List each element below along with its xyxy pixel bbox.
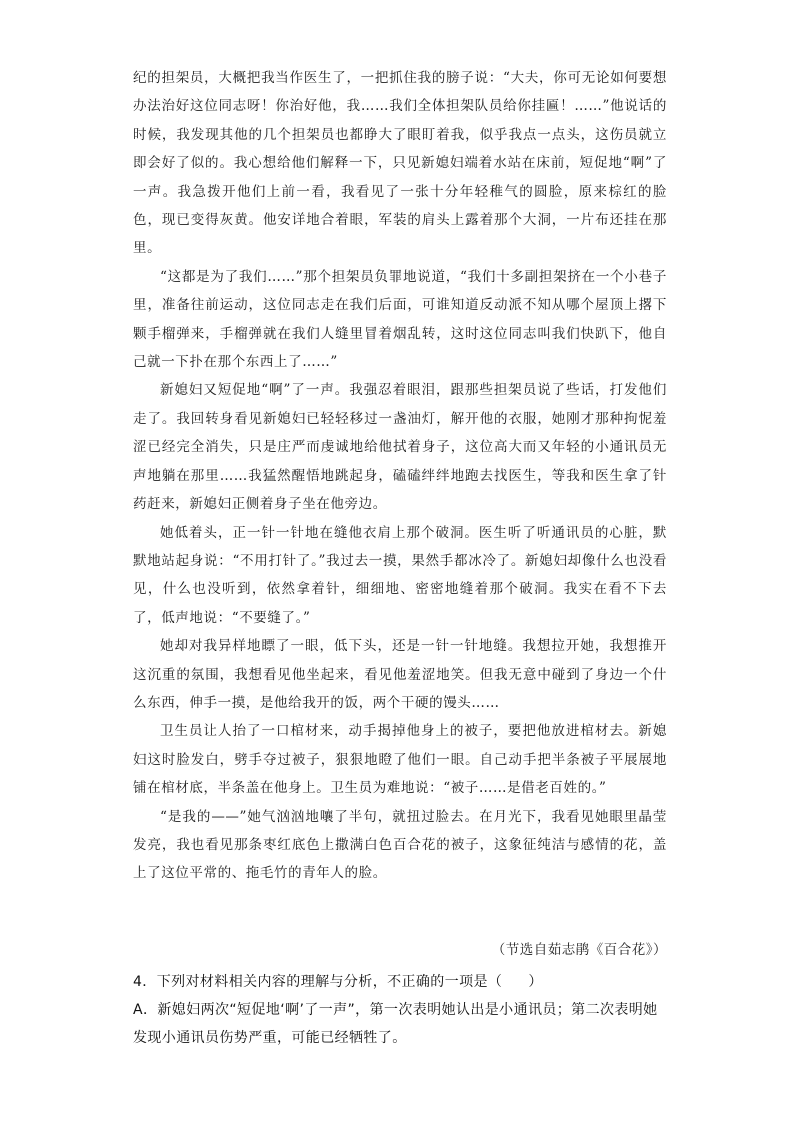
question-stem [133,968,667,996]
question-4 [133,968,667,1052]
paragraph-2: “这都是为了我们……”那个担架员负罪地说道，“我们十多副担架挤在一个小巷子里，准备往前运动，这位同志走在我们后面，可谁知道反动派不知从哪个屋顶上撂下颗手榴弹来，手榴弹就在我们人缝里冒着烟乱转，这时这位同志叫我们快趴下，他自己就一下扑在那个东西上了……” [133,268,667,371]
story-excerpt [133,64,667,888]
paragraph-4: 她低着头，正一针一针地在缝他衣肩上那个破洞。医生听了听通讯员的心脏，默默地站起身说：“不用打针了。”我过去一摸，果然手都冰冷了。新媳妇却像什么也没看见，什么也没听到，依然拿着针，细细地、密密地缝着那个破洞。我实在看不下去了，低声地说：“不要缝了。” [133,524,667,626]
question-stem-close: ） [528,974,543,990]
paragraph-1: 纪的担架员，大概把我当作医生了，一把抓住我的膀子说：“大夫，你可无论如何要想办法治好这位同志呀！你治好他，我……我们全体担架队员给你挂匾！……”他说话的时候，我发现其他的几个担架员也都睁大了眼盯着我，似乎我点一点头，这伤员就立即会好了似的。我心想给他们解释一下，只见新媳妇端着水站在床前，短促地“啊”了一声。我急拨开他们上前一看，我看见了一张十分年轻稚气的圆脸，原来棕红的脸色，现已变得灰黄。他安详地合着眼，军装的肩头上露着那个大洞，一片布还挂在那里。 [133,70,667,257]
paragraph-5: 她却对我异样地瞟了一眼，低下头，还是一针一针地缝。我想拉开她，我想推开这沉重的氛围，我想看见他坐起来，看见他羞涩地笑。但我无意中碰到了身边一个什么东西，伸手一摸，是他给我开的饭，两个干硬的馒头…… [133,638,667,711]
paragraph-7: “是我的——”她气汹汹地嚷了半句，就扭过脸去。在月光下，我看见她眼里晶莹发亮，我也看见那条枣红底色上撒满白色百合花的被子，这象征纯洁与感情的花，盖上了这位平常的、拖毛竹的青年人的脸。 [133,808,667,882]
paragraph-3: 新媳妇又短促地“啊”了一声。我强忍着眼泪，跟那些担架员说了些话，打发他们走了。我回转身看见新媳妇已轻轻移过一盏油灯，解开他的衣服，她刚才那种拘怩羞涩已经完全消失，只是庄严而虔诚地给他拭着身子，这位高大而又年轻的小通讯员无声地躺在那里……我猛然醒悟地跳起身，磕磕绊绊地跑去找医生，等我和医生拿了针药赶来，新媳妇正侧着身子坐在他旁边。 [133,382,667,513]
question-stem-text: 4．下列对材料相关内容的理解与分析，不正确的一项是（ [133,974,503,990]
source-citation: （节选自茹志鹃《百合花》） [491,942,667,958]
paragraph-6: 卫生员让人抬了一口棺材来，动手揭掉他身上的被子，要把他放进棺材去。新媳妇这时脸发白，劈手夺过被子，狠狠地瞪了他们一眼。自己动手把半条被子平展展地铺在棺材底，半条盖在他身上。卫生员为难地说：“被子……是借老百姓的。” [133,723,667,797]
option-a: A．新媳妇两次“短促地‘啊’了一声”，第一次表明她认出是小通讯员；第二次表明她发现小通讯员伤势严重，可能已经牺牲了。 [133,1002,658,1046]
